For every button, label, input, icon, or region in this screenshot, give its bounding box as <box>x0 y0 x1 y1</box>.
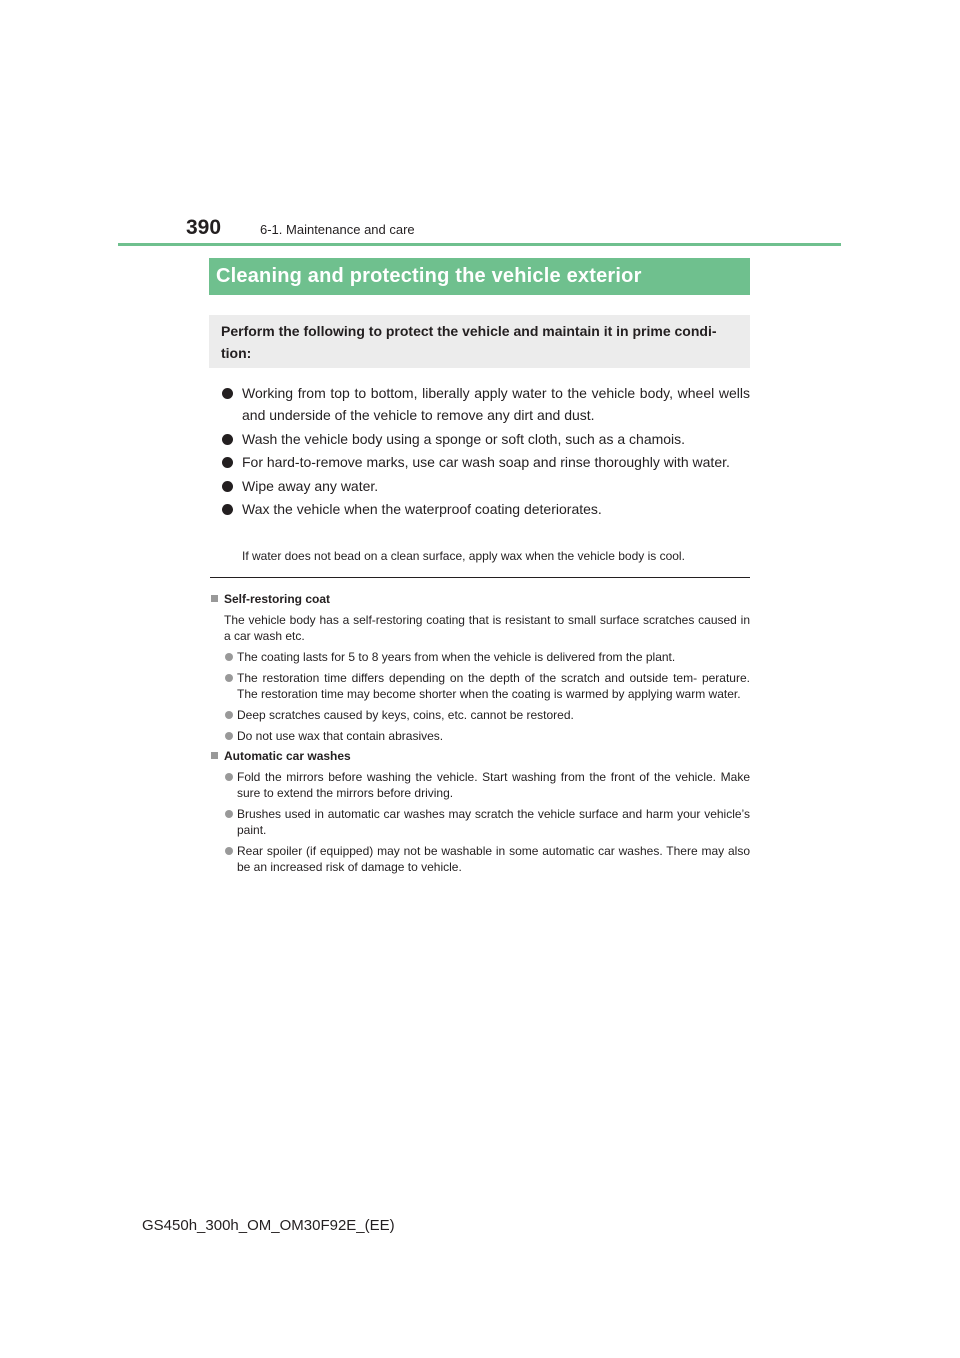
section-divider <box>210 577 750 578</box>
circle-bullet-icon <box>225 810 233 818</box>
note-bullet-text: Do not use wax that contain abrasives. <box>237 729 444 743</box>
document-code-footer: GS450h_300h_OM_OM30F92E_(EE) <box>142 1217 395 1234</box>
bullet-icon <box>222 434 233 445</box>
note-heading-self-restoring <box>210 591 750 607</box>
note-bullet-text: Fold the mirrors before washing the vehicle. Start washing from the front of the vehicle. Make sure to extend the mirrors before driving. <box>237 770 750 800</box>
note-bullet <box>210 707 750 723</box>
note-bullet-text: The coating lasts for 5 to 8 years from when the vehicle is delivered from the plant. <box>237 650 676 664</box>
note-heading-text: Automatic car washes <box>224 749 351 763</box>
intro-text: Perform the following to protect the vehicle and maintain it in prime condi- tion: <box>221 323 717 361</box>
note-bullet <box>210 728 750 744</box>
main-steps-list <box>222 382 750 522</box>
header-divider <box>118 243 841 246</box>
list-item-text: Working from top to bottom, liberally apply water to the vehicle body, wheel wells and underside of the vehicle to remove any dirt and dust. <box>242 385 750 423</box>
square-bullet-icon <box>211 752 218 759</box>
list-item <box>222 451 750 473</box>
note-bullet-text: The restoration time differs depending on the depth of the scratch and outside tem- perature. The restoration time may become shorter when the coating is warmed by applying warm water. <box>237 671 750 701</box>
square-bullet-icon <box>211 595 218 602</box>
note-heading-car-washes <box>210 748 750 764</box>
note-bullet-text: Rear spoiler (if equipped) may not be washable in some automatic car washes. There may also be an increased risk of damage to vehicle. <box>237 844 750 874</box>
list-item-text: For hard-to-remove marks, use car wash soap and rinse thoroughly with water. <box>242 454 730 470</box>
note-bullet <box>210 670 750 702</box>
note-bullet <box>210 769 750 801</box>
note-paragraph: The vehicle body has a self-restoring coating that is resistant to small surface scratches caused in a car wash etc. <box>224 613 750 643</box>
list-item <box>222 498 750 520</box>
wax-note: If water does not bead on a clean surface, apply wax when the vehicle body is cool. <box>242 549 685 563</box>
bullet-icon <box>222 388 233 399</box>
circle-bullet-icon <box>225 847 233 855</box>
circle-bullet-icon <box>225 732 233 740</box>
circle-bullet-icon <box>225 674 233 682</box>
note-bullet <box>210 649 750 665</box>
circle-bullet-icon <box>225 653 233 661</box>
section-title: Cleaning and protecting the vehicle exterior <box>216 265 642 287</box>
notes-section <box>210 587 750 875</box>
bullet-icon <box>222 504 233 515</box>
list-item <box>222 382 750 426</box>
note-bullet <box>210 806 750 838</box>
intro-box <box>209 315 750 368</box>
circle-bullet-icon <box>225 773 233 781</box>
list-item <box>222 475 750 497</box>
bullet-icon <box>222 457 233 468</box>
bullet-icon <box>222 481 233 492</box>
list-item-text: Wax the vehicle when the waterproof coating deteriorates. <box>242 501 602 517</box>
list-item-text: Wash the vehicle body using a sponge or soft cloth, such as a chamois. <box>242 430 686 447</box>
note-bullet <box>210 843 750 875</box>
note-bullet-text: Brushes used in automatic car washes may scratch the vehicle surface and harm your vehicle’s paint. <box>237 807 750 837</box>
list-item <box>222 428 750 450</box>
list-item-text: Wipe away any water. <box>242 477 379 494</box>
page-number: 390 <box>186 216 222 239</box>
section-label: 6-1. Maintenance and care <box>260 222 415 237</box>
note-bullet-text: Deep scratches caused by keys, coins, etc. cannot be restored. <box>237 708 574 722</box>
note-heading-text: Self-restoring coat <box>224 592 331 606</box>
circle-bullet-icon <box>225 711 233 719</box>
section-title-bar <box>209 258 750 295</box>
